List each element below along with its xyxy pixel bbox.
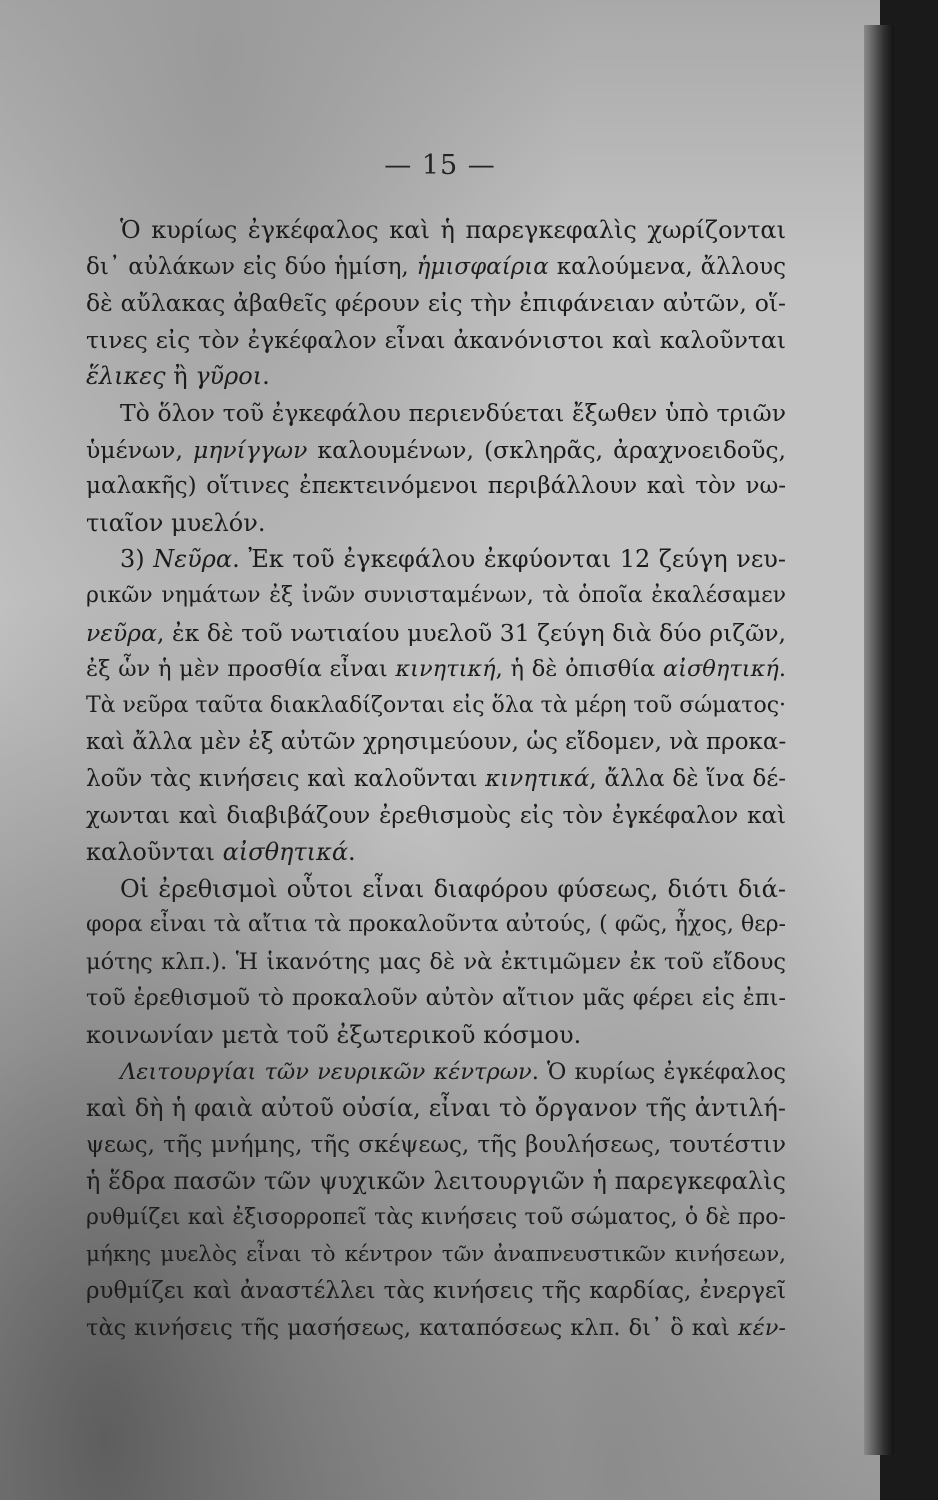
text-line: Τὰ νεῦρα ταῦτα διακλαδίζονται εἰς ὅλα τὰ μέρη τοῦ σώματος·	[86, 692, 786, 718]
body-text	[86, 212, 786, 1346]
text-line: ἡ ἕδρα πασῶν τῶν ψυχικῶν λειτουργιῶν ἡ παρεγκεφαλὶς	[86, 1167, 786, 1196]
text-line: ρικῶν νημάτων ἐξ ἰνῶν συνισταμένων, τὰ ὁποῖα ἐκαλέσαμεν	[86, 582, 786, 608]
text-line: ἐξ ὧν ἡ μὲν προσθία εἶναι κινητική, ἡ δὲ ὀπισθία αἰσθητική.	[86, 656, 786, 683]
page-edge-shadow	[864, 25, 894, 1455]
text-line: Ὁ κυρίως ἐγκέφαλος καὶ ἡ παρεγκεφαλὶς χωρίζονται	[120, 216, 786, 244]
text-line: Οἱ ἐρεθισμοὶ οὗτοι εἶναι διαφόρου φύσεως, διότι διά-	[120, 874, 786, 903]
text-line: καλοῦνται αἰσθητικά.	[86, 838, 356, 867]
text-line: καὶ δὴ ἡ φαιὰ αὐτοῦ οὐσία, εἶναι τὸ ὄργανον τῆς ἀντιλή-	[86, 1094, 786, 1123]
text-line: καὶ ἄλλα μὲν ἐξ αὐτῶν χρησιμεύουν, ὡς εἴδομεν, νὰ προκα-	[86, 729, 786, 756]
text-line: Λειτουργίαι τῶν νευρικῶν κέντρων. Ὁ κυρίως ἐγκέφαλος	[120, 1058, 786, 1085]
text-line: κοινωνίαν μετὰ τοῦ ἐξωτερικοῦ κόσμου.	[86, 1021, 582, 1050]
text-line: μαλακῆς) οἵτινες ἐπεκτεινόμενοι περιβάλλουν καὶ τὸν νω-	[86, 473, 786, 500]
text-line: τὰς κινήσεις τῆς μασήσεως, καταπόσεως κλπ. δι᾽ ὃ καὶ κέν-	[86, 1314, 786, 1341]
text-line: 3) Νεῦρα. Ἐκ τοῦ ἐγκεφάλου ἐκφύονται 12 ζεύγη νευ-	[120, 545, 786, 574]
page-number: — 15 —	[384, 150, 496, 181]
text-line: ρυθμίζει καὶ ἀναστέλλει τὰς κινήσεις τῆς καρδίας, ἐνεργεῖ	[86, 1278, 786, 1305]
text-line: ψεως, τῆς μνήμης, τῆς σκέψεως, τῆς βουλήσεως, τουτέστιν	[86, 1131, 786, 1158]
text-line: ὑμένων, μηνίγγων καλουμένων, (σκληρᾶς, ἀραχνοειδοῦς,	[86, 435, 786, 464]
text-line: δι᾽ αὐλάκων εἰς δύο ἡμίση, ἡμισφαίρια καλούμενα, ἄλλους	[86, 253, 786, 280]
text-line: μότης κλπ.). Ἡ ἱκανότης μας δὲ νὰ ἐκτιμῶμεν ἐκ τοῦ εἴδους	[86, 948, 786, 975]
text-line: νεῦρα, ἐκ δὲ τοῦ νωτιαίου μυελοῦ 31 ζεύγη διὰ δύο ριζῶν,	[86, 618, 786, 647]
text-line: τοῦ ἐρεθισμοῦ τὸ προκαλοῦν αὐτὸν αἴτιον μᾶς φέρει εἰς ἐπι-	[86, 985, 786, 1012]
text-line: δὲ αὔλακας ἀβαθεῖς φέρουν εἰς τὴν ἐπιφάνειαν αὐτῶν, οἵ-	[86, 289, 786, 318]
text-line: τιαῖον μυελόν.	[86, 508, 266, 537]
text-line: τινες εἰς τὸν ἐγκέφαλον εἶναι ἀκανόνιστοι καὶ καλοῦνται	[86, 325, 786, 354]
text-line: μήκης μυελὸς εἶναι τὸ κέντρον τῶν ἀναπνευστικῶν κινήσεων,	[86, 1241, 786, 1267]
text-line: ἕλικες ἢ γῦροι.	[86, 362, 270, 391]
text-line: ρυθμίζει καὶ ἐξισορροπεῖ τὰς κινήσεις τοῦ σώματος, ὁ δὲ προ-	[86, 1205, 786, 1231]
text-line: λοῦν τὰς κινήσεις καὶ καλοῦνται κινητικά, ἄλλα δὲ ἵνα δέ-	[86, 765, 786, 792]
text-line: φορα εἶναι τὰ αἴτια τὰ προκαλοῦντα αὐτούς, ( φῶς, ἦχος, θερ-	[86, 912, 786, 938]
text-line: χωνται καὶ διαβιβάζουν ἐρεθισμοὺς εἰς τὸν ἐγκέφαλον καὶ	[86, 802, 786, 829]
text-line: Τὸ ὅλον τοῦ ἐγκεφάλου περιενδύεται ἔξωθεν ὑπὸ τριῶν	[120, 398, 786, 427]
